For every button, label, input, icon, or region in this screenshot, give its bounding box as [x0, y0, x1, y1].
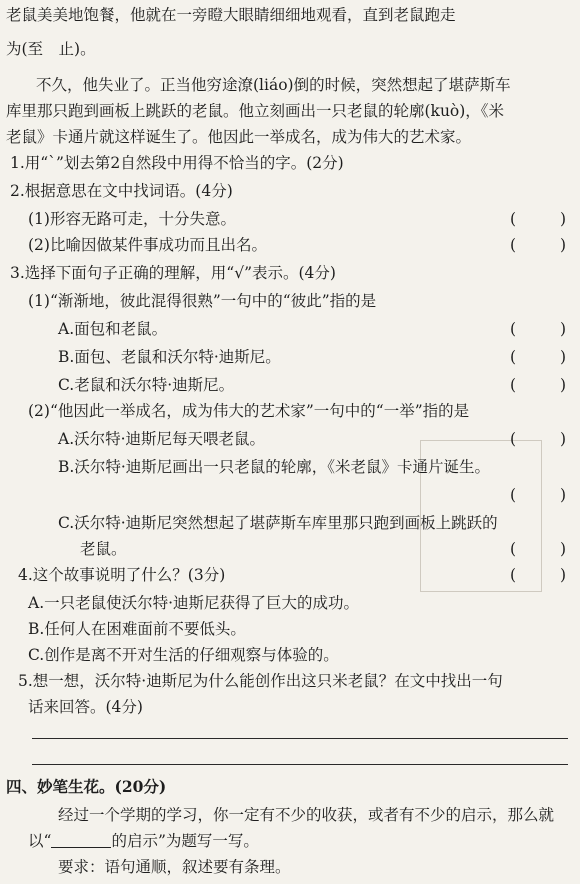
question-2-item-1: (1)形容无路可走，十分失意。	[28, 210, 236, 228]
question-5-line-2: 话来回答。(4分)	[28, 698, 143, 716]
answer-parens[interactable]: ( )	[510, 348, 566, 366]
answer-parens[interactable]: ( )	[510, 236, 566, 254]
section-4-requirement: 要求：语句通顺，叙述要有条理。	[58, 858, 291, 876]
section-4-title: 四、妙笔生花。(20分)	[6, 777, 167, 796]
question-1: 1.用“ˋ”划去第2自然段中用得不恰当的字。(2分)	[10, 154, 344, 172]
title-blank[interactable]	[51, 831, 111, 848]
answer-line[interactable]	[32, 764, 568, 765]
question-2-stem: 2.根据意思在文中找词语。(4分)	[10, 182, 233, 200]
answer-parens[interactable]: ( )	[510, 376, 566, 394]
option-b: B.任何人在困难面前不要低头。	[28, 620, 246, 638]
option-b: B.沃尔特·迪斯尼画出一只老鼠的轮廓，《米老鼠》卡通片诞生。	[58, 458, 490, 476]
answer-parens[interactable]: ( )	[510, 540, 566, 558]
section-4-line-1: 经过一个学期的学习，你一定有不少的收获，或者有不少的启示，那么就	[58, 806, 555, 824]
question-4-stem: 4.这个故事说明了什么？(3分)	[18, 566, 226, 584]
passage-line-5: 老鼠》卡通片就这样诞生了。他因此一举成名，成为伟大的艺术家。	[6, 128, 472, 146]
answer-parens[interactable]: ( )	[510, 486, 566, 504]
answer-parens[interactable]: ( )	[510, 210, 566, 228]
question-3-part-2: (2)“他因此一举成名，成为伟大的艺术家”一句中的“一举”指的是	[28, 402, 470, 420]
option-c-line-2: 老鼠。	[80, 540, 127, 558]
question-3-part-1: (1)“渐渐地，彼此混得很熟”一句中的“彼此”指的是	[28, 292, 377, 310]
option-a: A.面包和老鼠。	[58, 320, 168, 338]
answer-line[interactable]	[32, 738, 568, 739]
option-c: C.老鼠和沃尔特·迪斯尼。	[58, 376, 235, 394]
passage-line-4: 库里那只跑到画板上跳跃的老鼠。他立刻画出一只老鼠的轮廓(kuò)，《米	[6, 102, 505, 120]
question-3-stem: 3.选择下面句子正确的理解，用“√”表示。(4分)	[10, 264, 336, 282]
option-c: C.创作是离不开对生活的仔细观察与体验的。	[28, 646, 339, 664]
question-2-item-2: (2)比喻因做某件事成功而且出名。	[28, 236, 267, 254]
title-prefix: 以“	[28, 832, 52, 850]
answer-parens[interactable]: ( )	[510, 566, 566, 584]
question-5-line-1: 5.想一想，沃尔特·迪斯尼为什么能创作出这只米老鼠？在文中找出一句	[18, 672, 503, 690]
section-4-line-2	[28, 830, 580, 852]
option-c-line-1: C.沃尔特·迪斯尼突然想起了堪萨斯车库里那只跑到画板上跳跃的	[58, 514, 498, 532]
option-a: A.沃尔特·迪斯尼每天喂老鼠。	[58, 430, 266, 448]
option-b: B.面包、老鼠和沃尔特·迪斯尼。	[58, 348, 281, 366]
answer-parens[interactable]: ( )	[510, 320, 566, 338]
option-a: A.一只老鼠使沃尔特·迪斯尼获得了巨大的成功。	[28, 594, 360, 612]
title-suffix: 的启示”为题写一写。	[111, 832, 259, 850]
passage-line-2: 为(至 止)。	[6, 40, 96, 58]
passage-line-1: 老鼠美美地饱餐，他就在一旁瞪大眼睛细细地观看，直到老鼠跑走	[6, 6, 456, 24]
answer-parens[interactable]: ( )	[510, 430, 566, 448]
passage-line-3: 不久，他失业了。正当他穷途潦(liáo)倒的时候，突然想起了堪萨斯车	[36, 76, 511, 94]
